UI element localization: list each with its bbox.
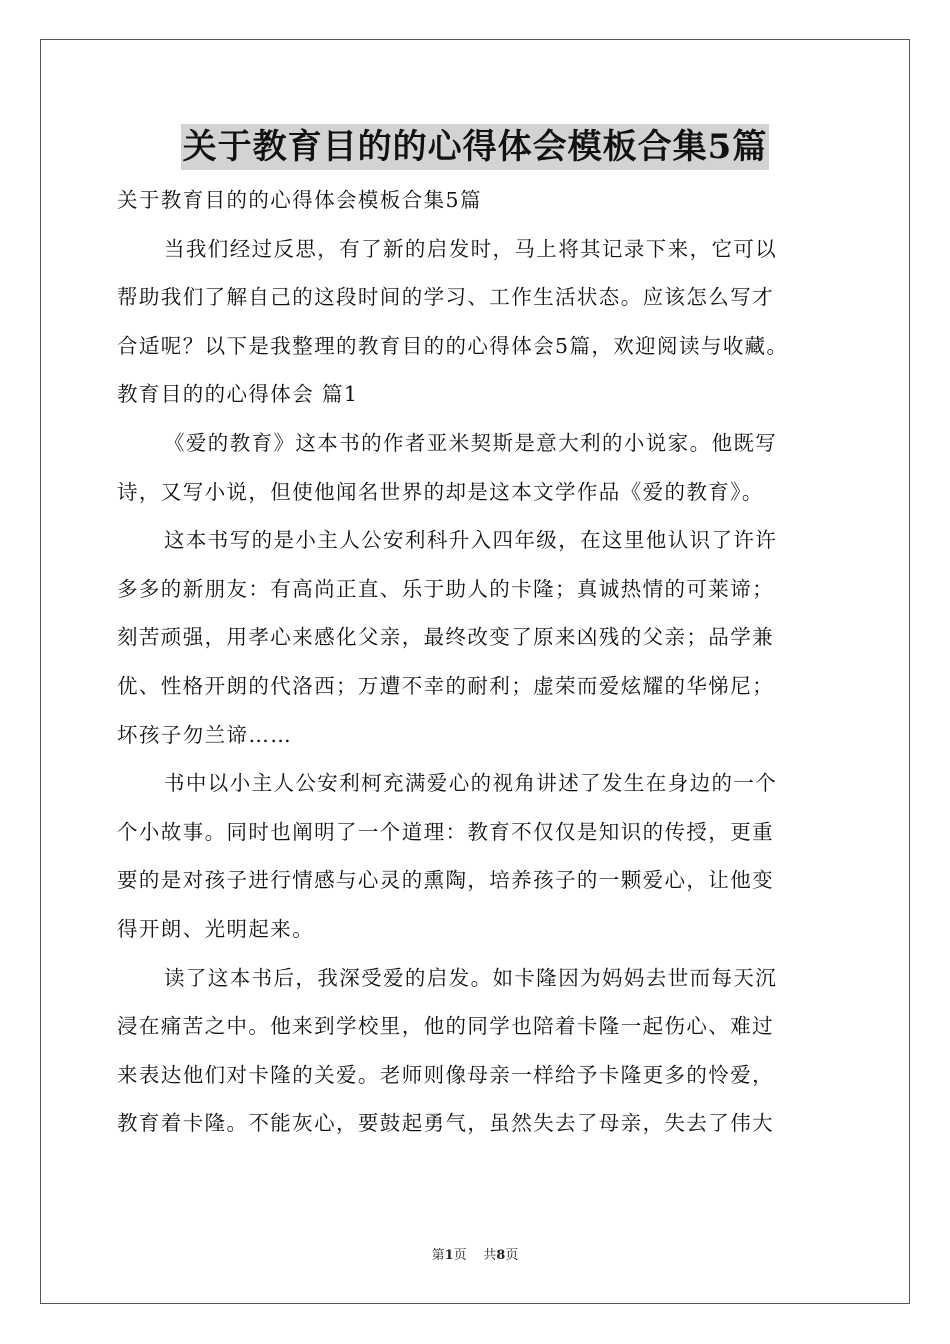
page-total: 8 xyxy=(496,1248,506,1263)
text-line: 《爱的教育》这本书的作者亚米契斯是意大利的小说家。他既写 xyxy=(164,430,778,455)
text-line: 优、性格开朗的代洛西；万遭不幸的耐利；虚荣而爱炫耀的华悌尼； xyxy=(117,673,774,698)
text-line: 当我们经过反思，有了新的启发时，马上将其记录下来，它可以 xyxy=(164,236,778,261)
page-unit: 页 xyxy=(453,1248,467,1263)
page-footer xyxy=(0,1244,950,1263)
text-line: 刻苦顽强，用孝心来感化父亲，最终改变了原来凶残的父亲；品学兼 xyxy=(117,625,774,650)
text-line: 坏孩子勿兰谛…… xyxy=(117,722,293,747)
page-prefix: 第 xyxy=(431,1248,445,1263)
text-line: 帮助我们了解自己的这段时间的学习、工作生活状态。应该怎么写才 xyxy=(117,285,774,310)
text-line: 合适呢？以下是我整理的教育目的的心得体会5篇，欢迎阅读与收藏。 xyxy=(117,333,789,358)
text-line: 个小故事。同时也阐明了一个道理：教育不仅仅是知识的传授，更重 xyxy=(117,819,774,844)
text-line: 书中以小主人公安利柯充满爱心的视角讲述了发生在身边的一个 xyxy=(164,771,778,796)
text-line: 多多的新朋友：有高尚正直、乐于助人的卡隆；真诚热情的可莱谛； xyxy=(117,576,774,601)
total-prefix: 共 xyxy=(483,1248,497,1263)
text-line: 教育着卡隆。不能灰心，要鼓起勇气，虽然失去了母亲，失去了伟大 xyxy=(117,1111,774,1136)
text-line: 得开朗、光明起来。 xyxy=(117,916,315,941)
text-line: 关于教育目的的心得体会模板合集5篇 xyxy=(117,188,482,212)
text-line: 读了这本书后，我深受爱的启发。如卡隆因为妈妈去世而每天沉 xyxy=(164,965,778,990)
text-line: 来表达他们对卡隆的关爱。老师则像母亲一样给予卡隆更多的怜爱， xyxy=(117,1062,774,1087)
document-title: 关于教育目的的心得体会模板合集5篇 xyxy=(181,124,770,170)
text-line: 要的是对孩子进行情感与心灵的熏陶，培养孩子的一颗爱心，让他变 xyxy=(117,868,774,893)
text-line: 这本书写的是小主人公安利科升入四年级，在这里他认识了许许 xyxy=(164,528,778,553)
text-line: 诗，又写小说，但使他闻名世界的却是这本文学作品《爱的教育》。 xyxy=(117,479,764,504)
total-unit: 页 xyxy=(505,1248,519,1263)
page-current: 1 xyxy=(444,1248,454,1263)
text-line: 浸在痛苦之中。他来到学校里，他的同学也陪着卡隆一起伤心、难过 xyxy=(117,1014,774,1039)
text-line: 教育目的的心得体会 篇1 xyxy=(117,382,359,407)
document-body xyxy=(117,176,837,1148)
title-area xyxy=(0,124,950,170)
